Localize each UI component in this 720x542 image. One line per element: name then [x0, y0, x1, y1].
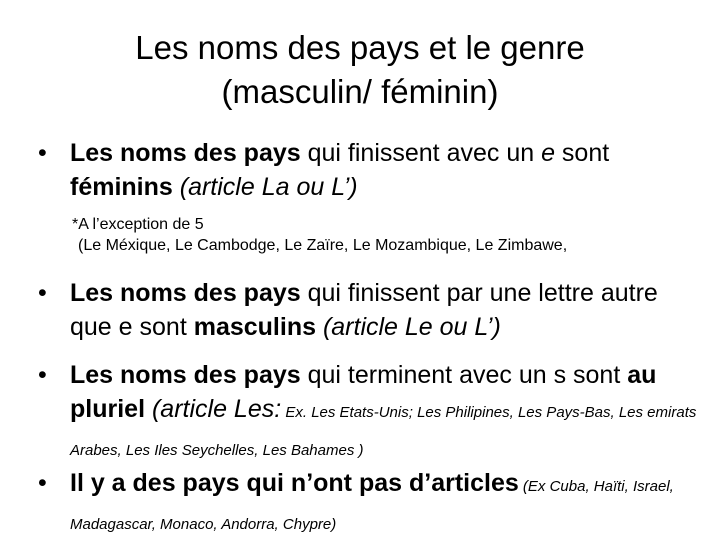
bullet-symbol: • [38, 139, 47, 167]
bullet-italic-article: (article Les: [145, 395, 282, 423]
bullet-bold-plural: au pluriel [70, 361, 657, 423]
bullet-text [70, 358, 698, 468]
bullet-bold-gender: féminins [70, 173, 173, 201]
bullet-bold-lead: Les noms des pays [70, 279, 301, 307]
bullet-bold-gender: masculins [193, 313, 316, 341]
bullet-symbol: • [38, 469, 47, 497]
bullet-bold-lead: Il y a des pays qui n’ont pas d’articles [70, 469, 519, 497]
bullet-bold-lead: Les noms des pays [70, 361, 301, 389]
bullet-symbol: • [38, 279, 47, 307]
bullet-text-part: sont [554, 139, 610, 167]
bullet-text-part: qui terminent avec un s sont [300, 361, 628, 389]
title-line-1: Les noms des pays et le genre [135, 29, 585, 66]
title-line-2: (masculin/ féminin) [221, 73, 499, 110]
bullet-symbol: • [38, 361, 47, 389]
bullet-italic-letter: e [541, 139, 555, 167]
bullet-feminine [38, 136, 698, 204]
exception-note-line-2: (Le Méxique, Le Cambodge, Le Zaïre, Le Mozambique, Le Zimbawe, [78, 237, 568, 254]
bullet-text-part: qui finissent par une lettre autre que e sont [70, 279, 658, 341]
slide-title [60, 26, 660, 114]
bullet-text [70, 276, 698, 344]
bullet-examples: (Ex Cuba, Haïti, Israel, Madagascar, Monaco, Andorra, Chypre) [70, 478, 674, 533]
bullet-text [70, 136, 698, 204]
bullet-no-article [38, 466, 698, 542]
bullet-masculine [38, 276, 698, 344]
bullet-text-part: qui finissent avec un [300, 139, 542, 167]
exception-note [72, 214, 712, 256]
bullet-bold-lead: Les noms des pays [70, 139, 301, 167]
bullet-italic-article: (article Le ou L’) [316, 313, 501, 341]
bullet-italic-article: (article La ou L’) [172, 173, 358, 201]
bullet-examples: Ex. Les Etats-Unis; Les Philipines, Les Pays-Bas, Les emirats Arabes, Les Iles Seychelles, Les Bahames ) [70, 404, 697, 459]
bullet-plural [38, 358, 698, 468]
bullet-text [70, 466, 698, 542]
exception-note-line-1: *A l’exception de 5 [72, 216, 204, 233]
